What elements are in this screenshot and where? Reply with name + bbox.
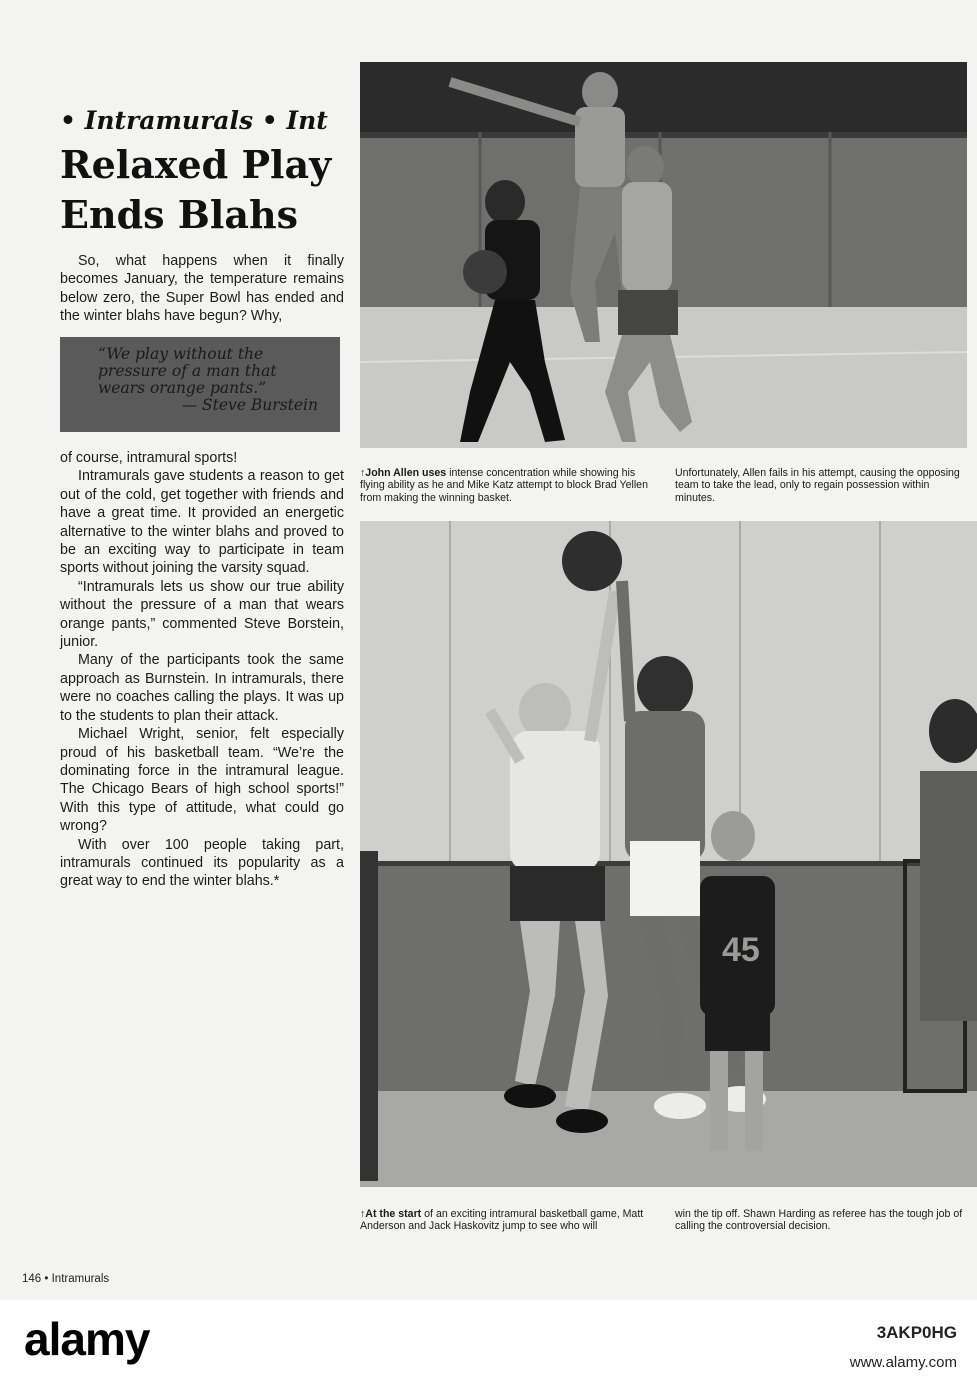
pull-quote-line-3: wears orange pants.” <box>98 379 267 397</box>
body-paragraph: “Intramurals lets us show our true ability without the pressure of a man that wears orange pants,” commented Steve Borstein, junior. <box>60 578 344 651</box>
site-url: www.alamy.com <box>849 1354 957 1371</box>
body-paragraph: of course, intramural sports! <box>60 450 238 466</box>
pull-quote-line-1: “We play without the <box>98 345 264 363</box>
pull-quote-attribution: — Steve Burstein <box>181 396 318 414</box>
body-paragraph: Many of the participants took the same approach as Burnstein. In intramurals, there were no coaches calling the plays. It was up to the students to plan their attack. <box>60 652 344 724</box>
caption-lead: At the start <box>365 1208 422 1220</box>
intro-text: So, what happens when it finally becomes January, the temperature remains below zero, the Super Bowl has ended and the winter blahs have begun? Why, <box>60 253 344 325</box>
photo-top-caption-left <box>360 467 652 504</box>
photo-bottom-drawing <box>360 521 977 1187</box>
caption-text: intense concentration while showing his flying ability as he and Mike Katz attempt to block Brad Yellen from making the winning basket. <box>360 467 648 504</box>
caption-text: win the tip off. Shawn Harding as referee has the tough job of calling the controversial decision. <box>675 1208 963 1233</box>
headline-line-2: Ends Blahs <box>60 192 298 237</box>
pull-quote <box>60 337 340 432</box>
article-body <box>60 449 344 891</box>
pull-quote-line-2: pressure of a man that <box>98 362 277 380</box>
headline-line-1: Relaxed Play <box>60 142 332 187</box>
photo-top-drawing <box>360 62 967 448</box>
body-paragraph: Michael Wright, senior, felt especially proud of his basketball team. “We’re the dominating force in the intramural league. The Chicago Bears of high school sports!” With this type of attitude, what could go wrong? <box>60 726 344 835</box>
photo-top-caption-right <box>675 467 970 504</box>
image-id: 3AKP0HG <box>876 1323 957 1342</box>
intro-paragraph <box>60 252 344 326</box>
photo-bottom-caption-left <box>360 1208 652 1233</box>
caption-text: Unfortunately, Allen fails in his attempt, causing the opposing team to take the lead, only to regain possession within minutes. <box>675 467 960 504</box>
body-paragraph: With over 100 people taking part, intramurals continued its popularity as a great way to end the winter blahs.* <box>60 836 344 890</box>
caption-text: of an exciting intramural basketball game, Matt Anderson and Jack Haskovitz jump to see who will <box>360 1208 644 1233</box>
caption-marker-icon: ↑ <box>360 1208 366 1220</box>
photo-bottom-caption-right <box>675 1208 970 1233</box>
caption-marker-icon: ↑ <box>360 467 366 479</box>
basketball-block-photo <box>360 62 967 448</box>
section-kicker: • Intramurals • Int <box>60 106 328 135</box>
svg-text:45: 45 <box>722 931 760 969</box>
stock-image-info <box>850 1318 957 1378</box>
body-paragraph: Intramurals gave students a reason to get out of the cold, get together with friends and have a great time. It provided an energetic alternative to the winter blahs and proved to be an exciting way to participate in team sports without joining the varsity squad. <box>60 468 344 577</box>
caption-lead: John Allen uses <box>365 467 447 479</box>
alamy-logo: alamy <box>24 1313 150 1365</box>
headline <box>60 140 350 240</box>
page-folio: 146 • Intramurals <box>22 1273 110 1285</box>
basketball-tipoff-photo <box>360 521 977 1187</box>
